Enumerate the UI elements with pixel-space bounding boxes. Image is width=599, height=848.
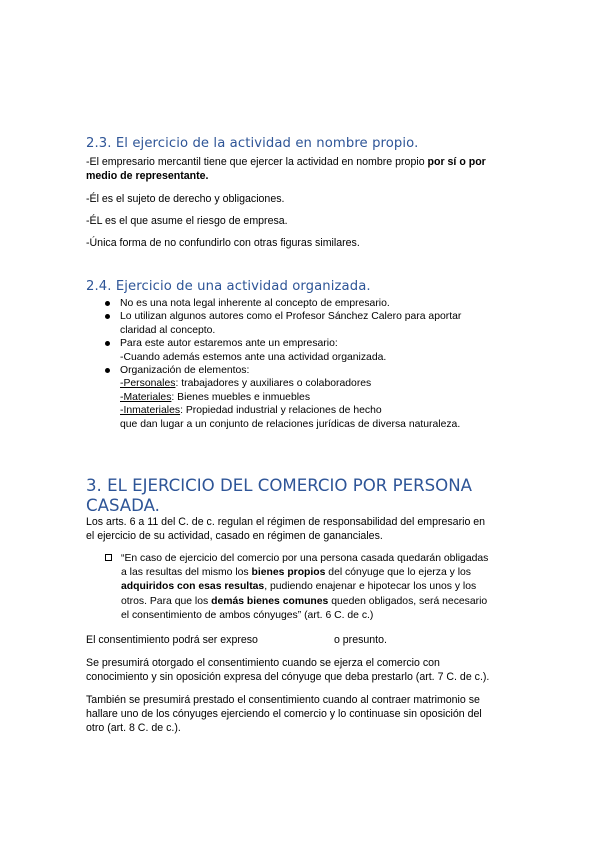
section-2-3	[86, 136, 526, 151]
section-2-4	[86, 279, 526, 294]
list-item: No es una nota legal inherente al concepto de empresario.	[86, 297, 526, 310]
bullet-icon	[105, 368, 110, 373]
checkbox-bullet-icon	[105, 554, 112, 561]
paragraph: -ÉL es el que asume el riesgo de empresa.	[86, 215, 288, 227]
list-item: Organización de elementos: -Personales: trabajadores y auxiliares o colaboradores -Materiales: Bienes muebles e inmuebles -Inmateriales: Propiedad industrial y relaciones de hecho que dan lugar a un conjunto de relaciones jurídicas de diversa naturaleza.	[86, 364, 526, 431]
quote-block: “En caso de ejercicio del comercio por una persona casada quedarán obligadas a las resultas del mismo los bienes propios del cónyuge que lo ejerza y los adquiridos con esas resultas, pudiendo enajenar e hipotecar los unos y los otros. Para que los demás bienes comunes queden obligados, será necesario el consentimiento de ambos cónyuges” (art. 6 C. de c.)	[105, 552, 525, 623]
list-item: Para este autor estaremos ante un empresario: -Cuando además estemos ante una actividad organizada.	[86, 337, 526, 364]
list-item: Lo utilizan algunos autores como el Profesor Sánchez Calero para aportar claridad al concepto.	[86, 310, 526, 337]
paragraph: -Única forma de no confundirlo con otras figuras similares.	[86, 237, 360, 249]
bullet-icon	[105, 314, 110, 319]
bullet-icon	[105, 341, 110, 346]
chapter-3-title: 3. EL EJERCICIO DEL COMERCIO POR PERSONA CASADA.	[86, 476, 472, 515]
paragraph: Se presumirá otorgado el consentimiento cuando se ejerza el comercio con conocimiento y sin oposición expresa del cónyuge que deba prestarlo (art. 7 C. de c.).	[86, 657, 490, 683]
paragraph: Los arts. 6 a 11 del C. de c. regulan el régimen de responsabilidad del empresario en el ejercicio de su actividad, casado en régimen de gananciales.	[86, 516, 486, 542]
bullet-list	[86, 297, 526, 431]
paragraph: El consentimiento podrá ser expreso o presunto.	[86, 634, 387, 646]
section-heading: 2.3. El ejercicio de la actividad en nombre propio.	[86, 136, 419, 151]
paragraph: -Él es el sujeto de derecho y obligaciones.	[86, 193, 285, 205]
section-heading: 2.4. Ejercicio de una actividad organizada.	[86, 279, 371, 294]
paragraph: -El empresario mercantil tiene que ejercer la actividad en nombre propio por sí o por medio de representante.	[86, 156, 486, 182]
paragraph: También se presumirá prestado el consentimiento cuando al contraer matrimonio se hallare uno de los cónyuges ejerciendo el comercio y lo continuase sin oposición del otro (art. 8 C. de c.).	[86, 694, 482, 734]
bullet-icon	[105, 301, 110, 306]
